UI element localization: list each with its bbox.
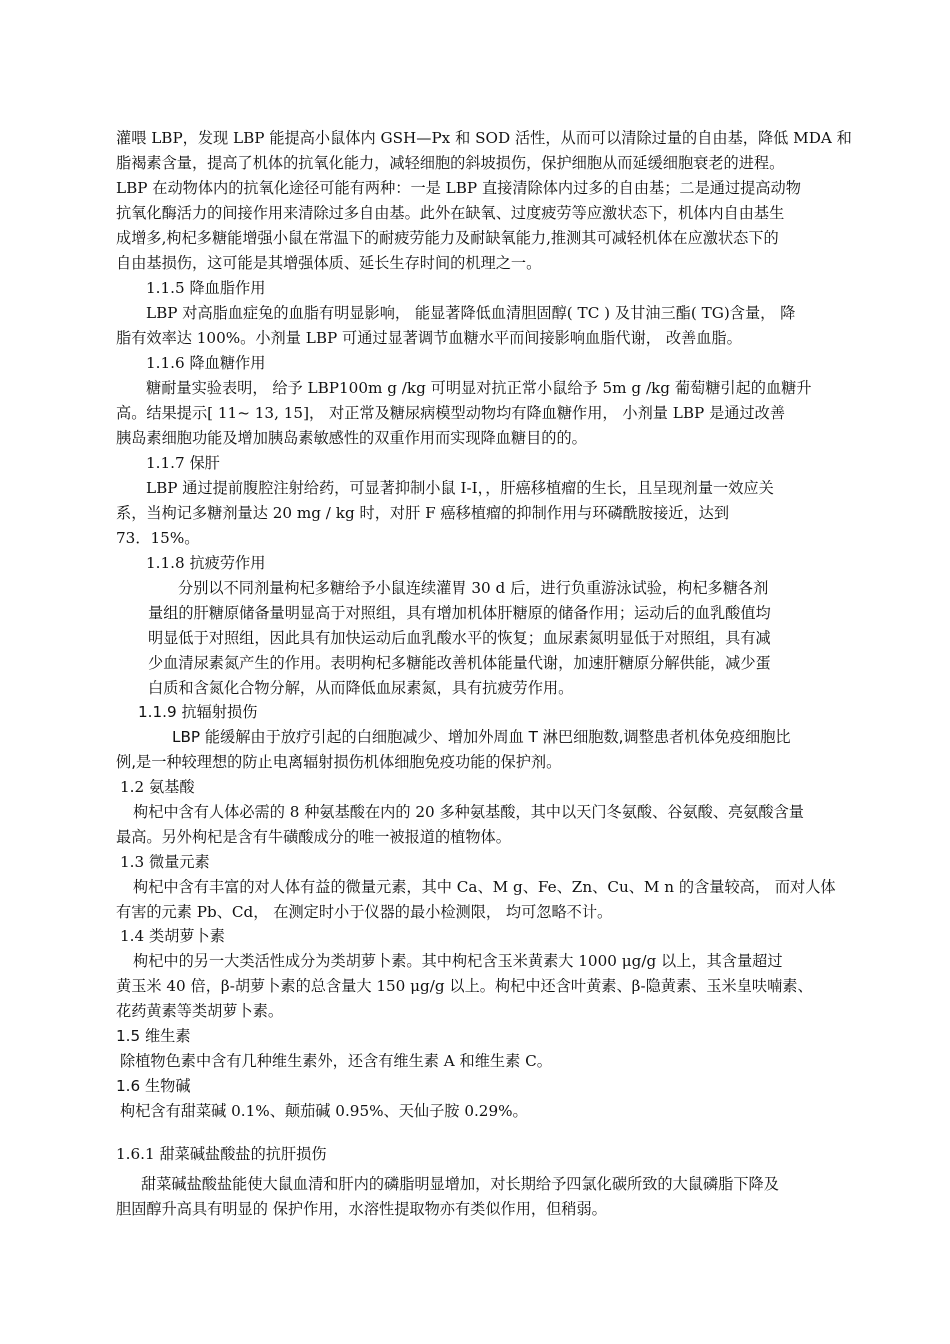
paragraph-line: 脂有效率达 100%。小剂量 LBP 可通过显著调节血糖水平而间接影响血脂代谢， 改善血脂。	[116, 329, 742, 347]
paragraph-line: 黄玉米 40 倍，β-胡萝卜素的总含量大 150 μg/g 以上。枸杞中还含叶黄素、β-隐黄素、玉米皇呋喃素、	[116, 977, 813, 995]
section-heading: 1.1.9 抗辐射损伤	[138, 703, 258, 721]
paragraph-line: 除植物色素中含有几种维生素外，还含有维生素 A 和维生素 C。	[120, 1052, 552, 1070]
paragraph-line: LBP 能缓解由于放疗引起的白细胞减少、增加外周血 T 淋巴细胞数,调整患者机体免疫细胞比	[172, 728, 791, 746]
paragraph-line: 少血清尿素氮产生的作用。表明枸杞多糖能改善机体能量代谢，加速肝糖原分解供能，减少蛋	[148, 654, 771, 672]
paragraph-line: 白质和含氮化合物分解，从而降低血尿素氮，具有抗疲劳作用。	[148, 679, 574, 697]
section-heading: 1.1.8 抗疲劳作用	[146, 554, 266, 572]
paragraph-line: 有害的元素 Pb、Cd， 在测定时小于仪器的最小检测限， 均可忽略不计。	[116, 903, 613, 921]
paragraph-line: 枸杞中含有丰富的对人体有益的微量元素，其中 Ca、M g、Fe、Zn、Cu、M n 的含量较高， 而对人体	[133, 878, 836, 896]
paragraph-line: LBP 通过提前腹腔注射给药，可显著抑制小鼠 I-I，，肝癌移植瘤的生长，且呈现剂量一效应关	[146, 479, 774, 497]
paragraph-line: 系，当枸记多糖剂量达 20 mg / kg 时，对肝 F 癌移植瘤的抑制作用与环磷酰胺接近，达到	[116, 504, 730, 522]
section-heading: 1.3 微量元素	[120, 853, 210, 871]
paragraph-line: 花药黄素等类胡萝卜素。	[116, 1002, 284, 1020]
paragraph-line: 脂褐素含量，提高了机体的抗氧化能力，减轻细胞的斜坡损伤，保护细胞从而延缓细胞衰老的进程。	[116, 154, 785, 172]
paragraph-line: 例,是一种较理想的防止电离辐射损伤机体细胞免疫功能的保护剂。	[116, 753, 562, 771]
paragraph-line: LBP 对高脂血症兔的血脂有明显影响， 能显著降低血清胆固醇( TC ) 及甘油三酯( TG)含量， 降	[146, 304, 796, 322]
paragraph-line: 高。结果提示[ 11~ 13, 15]， 对正常及糖尿病模型动物均有降血糖作用， 小剂量 LBP 是通过改善	[116, 404, 786, 422]
paragraph-line: 糖耐量实验表明， 给予 LBP100m g /kg 可明显对抗正常小鼠给予 5m g /kg 葡萄糖引起的血糖升	[146, 379, 812, 397]
section-heading: 1.1.6 降血糖作用	[146, 354, 266, 372]
paragraph-line: 甜菜碱盐酸盐能使大鼠血清和肝内的磷脂明显增加，对长期给予四氯化碳所致的大鼠磷脂下降及	[141, 1175, 779, 1193]
paragraph-line: 成增多,枸杞多糖能增强小鼠在常温下的耐疲劳能力及耐缺氧能力,推测其可减轻机体在应激状态下的	[116, 229, 779, 247]
section-heading: 1.5 维生素	[116, 1027, 191, 1045]
section-heading: 1.2 氨基酸	[120, 778, 195, 796]
paragraph-line: 胰岛素细胞功能及增加胰岛素敏感性的双重作用而实现降血糖目的的。	[116, 429, 587, 447]
paragraph-line: 抗氧化酶活力的间接作用来清除过多自由基。此外在缺氧、过度疲劳等应激状态下，机体内自由基生	[116, 204, 785, 222]
paragraph-line: 枸杞中含有人体必需的 8 种氨基酸在内的 20 多种氨基酸，其中以天门冬氨酸、谷氨酸、亮氨酸含量	[133, 803, 804, 821]
paragraph-line: 73．15%。	[116, 529, 200, 547]
paragraph-line: 胆固醇升高具有明显的 保护作用，水溶性提取物亦有类似作用，但稍弱。	[116, 1200, 607, 1218]
section-heading: 1.1.7 保肝	[146, 454, 220, 472]
section-heading: 1.6 生物碱	[116, 1077, 191, 1095]
paragraph-line: 灌喂 LBP，发现 LBP 能提高小鼠体内 GSH—Px 和 SOD 活性，从而可以清除过量的自由基，降低 MDA 和	[116, 129, 852, 147]
paragraph-line: 枸杞中的另一大类活性成分为类胡萝卜素。其中枸杞含玉米黄素大 1000 μg/g 以上，其含量超过	[133, 952, 783, 970]
section-heading: 1.6.1 甜菜碱盐酸盐的抗肝损伤	[116, 1145, 327, 1163]
paragraph-line: 枸杞含有甜菜碱 0.1%、颠茄碱 0.95%、天仙子胺 0.29%。	[120, 1102, 528, 1120]
paragraph-line: 明显低于对照组，因此具有加快运动后血乳酸水平的恢复；血尿素氮明显低于对照组，具有减	[148, 629, 771, 647]
paragraph-line: 最高。另外枸杞是含有牛磺酸成分的唯一被报道的植物体。	[116, 828, 511, 846]
paragraph-line: LBP 在动物体内的抗氧化途径可能有两种：一是 LBP 直接清除体内过多的自由基；二是通过提高动物	[116, 179, 801, 197]
paragraph-line: 量组的肝糖原储备量明显高于对照组，具有增加机体肝糖原的储备作用；运动后的血乳酸值均	[148, 604, 771, 622]
section-heading: 1.4 类胡萝卜素	[120, 927, 225, 945]
section-heading: 1.1.5 降血脂作用	[146, 279, 266, 297]
paragraph-line: 自由基损伤，这可能是其增强体质、延长生存时间的机理之一。	[116, 254, 542, 272]
paragraph-line: 分别以不同剂量枸杞多糖给予小鼠连续灌胃 30 d 后，进行负重游泳试验，枸杞多糖各剂	[178, 579, 769, 597]
